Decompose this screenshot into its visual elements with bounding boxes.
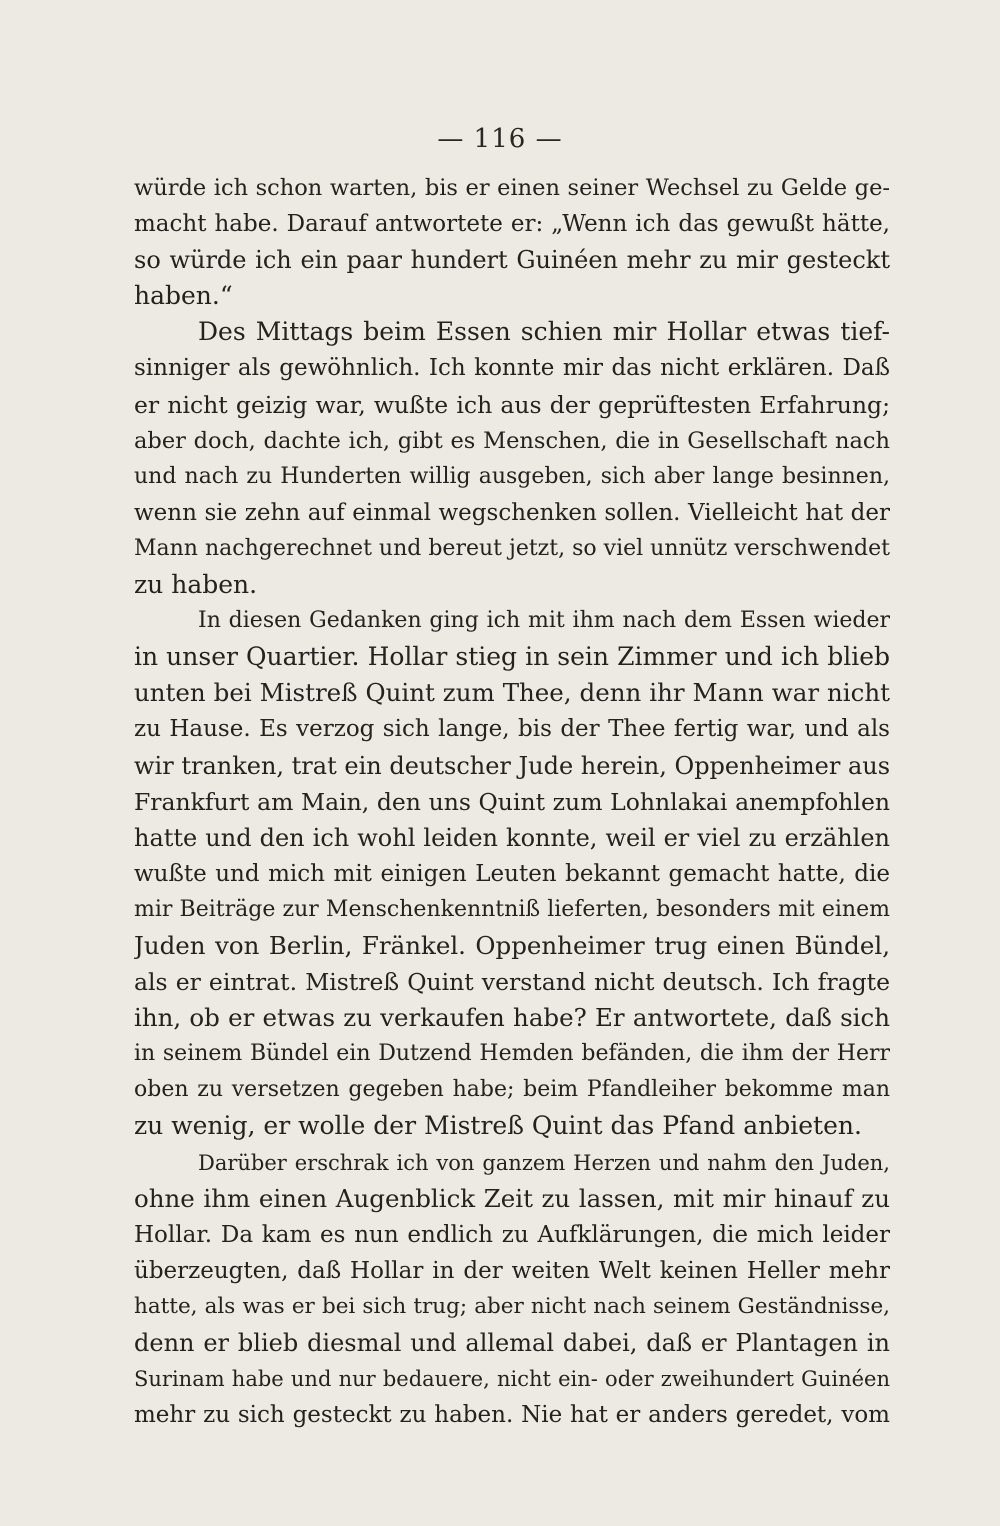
text-line: in seinem Bündel ein Dutzend Hemden befänden, die ihm der Herr xyxy=(134,1041,890,1067)
text-line: so würde ich ein paar hundert Guinéen mehr zu mir gesteckt xyxy=(134,246,890,275)
text-line: ohne ihm einen Augenblick Zeit zu lassen, mit mir hinauf zu xyxy=(134,1183,890,1213)
text-line: Surinam habe und nur bedauere, nicht ein- oder zweihundert Guinéen xyxy=(134,1367,890,1392)
text-line: denn er blieb diesmal und allemal dabei, daß er Plantagen in xyxy=(134,1329,890,1357)
text-line: überzeugten, daß Hollar in der weiten Welt keinen Heller mehr xyxy=(134,1257,890,1284)
text-line: wir tranken, trat ein deutscher Jude herein, Oppenheimer aus xyxy=(134,751,890,780)
text-line: Mann nachgerechnet und bereut jetzt, so viel unnütz verschwendet xyxy=(134,535,890,561)
text-line: mehr zu sich gesteckt zu haben. Nie hat er anders geredet, vom xyxy=(134,1402,890,1429)
text-line: haben.“ xyxy=(134,281,233,311)
text-line: würde ich schon warten, bis er einen seiner Wechsel zu Gelde ge- xyxy=(134,175,890,201)
text-line: als er eintrat. Mistreß Quint verstand nicht deutsch. Ich fragte xyxy=(134,968,890,997)
text-line: oben zu versetzen gegeben habe; beim Pfandleiher bekomme man xyxy=(134,1077,890,1103)
text-line: Darüber erschrak ich von ganzem Herzen und nahm den Juden, xyxy=(198,1150,890,1175)
page-number: — 116 — xyxy=(437,124,563,154)
text-line: zu haben. xyxy=(134,570,258,600)
text-line: hatte und den ich wohl leiden konnte, weil er viel zu erzählen xyxy=(134,823,890,852)
text-line: er nicht geizig war, wußte ich aus der geprüftesten Erfahrung; xyxy=(134,390,890,419)
body-text xyxy=(134,170,890,1433)
text-line: ihn, ob er etwas zu verkaufen habe? Er antwortete, daß sich xyxy=(134,1003,890,1033)
text-line: Frankfurt am Main, den uns Quint zum Lohnlakai anempfohlen xyxy=(134,787,890,816)
text-line: Juden von Berlin, Fränkel. Oppenheimer trug einen Bündel, xyxy=(134,930,890,960)
text-line: wenn sie zehn auf einmal wegschenken sollen. Vielleicht hat der xyxy=(134,499,890,526)
text-line: Hollar. Da kam es nun endlich zu Aufklärungen, die mich leider xyxy=(134,1221,890,1248)
text-line: sinniger als gewöhnlich. Ich konnte mir das nicht erklären. Daß xyxy=(134,355,890,382)
text-line: unten bei Mistreß Quint zum Thee, denn ihr Mann war nicht xyxy=(134,678,890,708)
text-line: In diesen Gedanken ging ich mit ihm nach dem Essen wieder xyxy=(198,608,890,634)
text-line: wußte und mich mit einigen Leuten bekannt gemacht hatte, die xyxy=(134,860,890,887)
text-line: und nach zu Hunderten willig ausgeben, sich aber lange besinnen, xyxy=(134,463,890,489)
text-line: hatte, als was er bei sich trug; aber nicht nach seinem Geständnisse, xyxy=(134,1293,890,1319)
text-line: mir Beiträge zur Menschenkenntniß lieferten, besonders mit einem xyxy=(134,896,890,922)
text-line: in unser Quartier. Hollar stieg in sein Zimmer und ich blieb xyxy=(134,642,890,672)
text-line: zu Hause. Es verzog sich lange, bis der Thee fertig war, und als xyxy=(134,716,890,743)
text-line: aber doch, dachte ich, gibt es Menschen, die in Gesellschaft nach xyxy=(134,427,890,454)
text-line: Des Mittags beim Essen schien mir Hollar etwas tief- xyxy=(198,317,890,347)
text-line: zu wenig, er wolle der Mistreß Quint das Pfand anbieten. xyxy=(134,1111,862,1141)
text-line: macht habe. Darauf antwortete er: „Wenn ich das gewußt hätte, xyxy=(134,211,890,238)
